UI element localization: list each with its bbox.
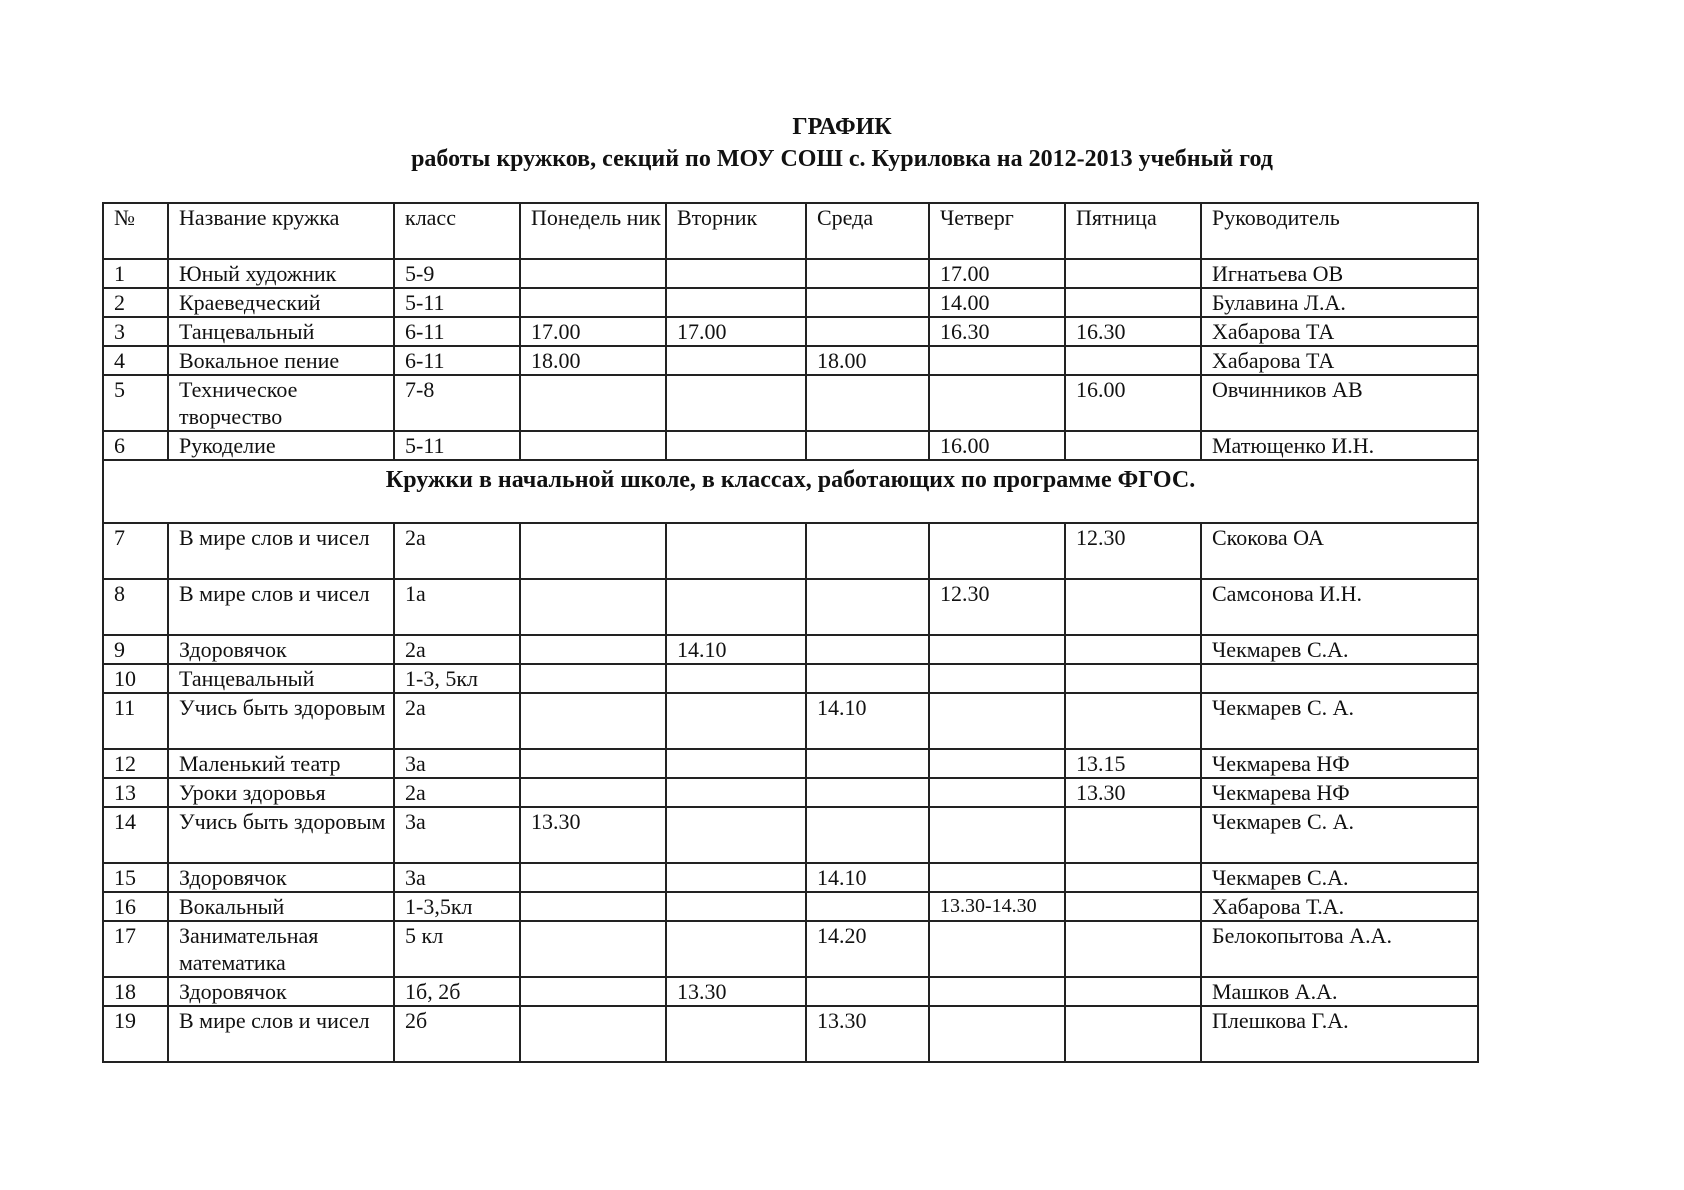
cell-thu bbox=[929, 664, 1065, 693]
cell-leader: Плешкова Г.А. bbox=[1201, 1006, 1478, 1062]
cell-thu: 13.30-14.30 bbox=[929, 892, 1065, 921]
table-section bbox=[103, 460, 1478, 523]
cell-leader: Чекмарев С. А. bbox=[1201, 807, 1478, 863]
cell-fri: 13.15 bbox=[1065, 749, 1201, 778]
cell-num: 8 bbox=[103, 579, 168, 635]
cell-name: В мире слов и чисел bbox=[168, 1006, 394, 1062]
cell-tue bbox=[666, 749, 806, 778]
cell-wed bbox=[806, 523, 929, 579]
cell-wed: 14.10 bbox=[806, 693, 929, 749]
cell-mon bbox=[520, 863, 666, 892]
cell-wed bbox=[806, 635, 929, 664]
cell-leader: Матющенко И.Н. bbox=[1201, 431, 1478, 460]
cell-name: Вокальный bbox=[168, 892, 394, 921]
cell-tue bbox=[666, 523, 806, 579]
cell-leader: Машков А.А. bbox=[1201, 977, 1478, 1006]
cell-name: Краеведческий bbox=[168, 288, 394, 317]
cell-name: Техническое творчество bbox=[168, 375, 394, 431]
cell-mon bbox=[520, 892, 666, 921]
cell-mon bbox=[520, 778, 666, 807]
cell-tue: 17.00 bbox=[666, 317, 806, 346]
cell-wed bbox=[806, 288, 929, 317]
cell-grade: 3а bbox=[394, 807, 520, 863]
table-body-main bbox=[103, 259, 1478, 460]
cell-wed bbox=[806, 375, 929, 431]
cell-grade: 1а bbox=[394, 579, 520, 635]
cell-num: 12 bbox=[103, 749, 168, 778]
header-grade: класс bbox=[394, 203, 520, 259]
cell-grade: 6-11 bbox=[394, 317, 520, 346]
cell-fri bbox=[1065, 635, 1201, 664]
cell-mon bbox=[520, 259, 666, 288]
cell-grade: 3а bbox=[394, 749, 520, 778]
cell-fri bbox=[1065, 664, 1201, 693]
cell-thu bbox=[929, 693, 1065, 749]
cell-fri bbox=[1065, 921, 1201, 977]
cell-mon bbox=[520, 749, 666, 778]
cell-num: 19 bbox=[103, 1006, 168, 1062]
cell-leader: Чекмарева НФ bbox=[1201, 778, 1478, 807]
table-row bbox=[103, 346, 1478, 375]
cell-wed bbox=[806, 778, 929, 807]
cell-fri: 16.00 bbox=[1065, 375, 1201, 431]
cell-grade: 5-9 bbox=[394, 259, 520, 288]
cell-mon bbox=[520, 523, 666, 579]
cell-fri bbox=[1065, 863, 1201, 892]
table-row bbox=[103, 664, 1478, 693]
cell-grade: 2а bbox=[394, 778, 520, 807]
cell-thu bbox=[929, 749, 1065, 778]
cell-fri bbox=[1065, 977, 1201, 1006]
document-title: ГРАФИК bbox=[792, 114, 892, 140]
cell-fri bbox=[1065, 579, 1201, 635]
section-heading: Кружки в начальной школе, в классах, работающих по программе ФГОС. bbox=[103, 460, 1478, 523]
cell-fri: 12.30 bbox=[1065, 523, 1201, 579]
cell-num: 17 bbox=[103, 921, 168, 977]
cell-mon bbox=[520, 579, 666, 635]
cell-name: Маленький театр bbox=[168, 749, 394, 778]
cell-thu bbox=[929, 523, 1065, 579]
cell-tue bbox=[666, 892, 806, 921]
cell-num: 18 bbox=[103, 977, 168, 1006]
cell-mon bbox=[520, 375, 666, 431]
table-row bbox=[103, 778, 1478, 807]
header-num: № bbox=[103, 203, 168, 259]
cell-thu bbox=[929, 635, 1065, 664]
cell-grade: 7-8 bbox=[394, 375, 520, 431]
cell-thu bbox=[929, 375, 1065, 431]
cell-fri bbox=[1065, 1006, 1201, 1062]
cell-tue bbox=[666, 288, 806, 317]
cell-name: Танцевальный bbox=[168, 664, 394, 693]
cell-thu bbox=[929, 778, 1065, 807]
cell-num: 4 bbox=[103, 346, 168, 375]
header-thursday: Четверг bbox=[929, 203, 1065, 259]
cell-fri bbox=[1065, 892, 1201, 921]
cell-thu bbox=[929, 346, 1065, 375]
cell-mon: 17.00 bbox=[520, 317, 666, 346]
header-name: Название кружка bbox=[168, 203, 394, 259]
cell-name: Учись быть здоровым bbox=[168, 693, 394, 749]
cell-name: Здоровячок bbox=[168, 977, 394, 1006]
table-header-row bbox=[103, 203, 1478, 259]
cell-thu: 16.00 bbox=[929, 431, 1065, 460]
cell-grade: 2а bbox=[394, 523, 520, 579]
cell-tue bbox=[666, 778, 806, 807]
cell-grade: 5-11 bbox=[394, 288, 520, 317]
cell-num: 16 bbox=[103, 892, 168, 921]
cell-mon bbox=[520, 921, 666, 977]
cell-wed: 18.00 bbox=[806, 346, 929, 375]
cell-leader: Хабарова Т.А. bbox=[1201, 892, 1478, 921]
cell-fri bbox=[1065, 807, 1201, 863]
cell-mon bbox=[520, 431, 666, 460]
cell-wed bbox=[806, 892, 929, 921]
cell-num: 7 bbox=[103, 523, 168, 579]
schedule-table bbox=[102, 202, 1479, 1063]
cell-leader: Белокопытова А.А. bbox=[1201, 921, 1478, 977]
cell-name: Здоровячок bbox=[168, 635, 394, 664]
cell-name: Уроки здоровья bbox=[168, 778, 394, 807]
cell-leader: Хабарова ТА bbox=[1201, 346, 1478, 375]
cell-grade: 5 кл bbox=[394, 921, 520, 977]
table-body-primary bbox=[103, 523, 1478, 1062]
cell-thu bbox=[929, 977, 1065, 1006]
cell-wed bbox=[806, 579, 929, 635]
cell-name: Учись быть здоровым bbox=[168, 807, 394, 863]
cell-thu bbox=[929, 921, 1065, 977]
cell-num: 15 bbox=[103, 863, 168, 892]
cell-num: 14 bbox=[103, 807, 168, 863]
document-subtitle: работы кружков, секций по МОУ СОШ с. Куриловка на 2012-2013 учебный год bbox=[411, 146, 1273, 172]
cell-num: 11 bbox=[103, 693, 168, 749]
cell-num: 13 bbox=[103, 778, 168, 807]
table-row bbox=[103, 523, 1478, 579]
cell-tue bbox=[666, 693, 806, 749]
header-friday: Пятница bbox=[1065, 203, 1201, 259]
cell-thu bbox=[929, 807, 1065, 863]
cell-grade: 2б bbox=[394, 1006, 520, 1062]
cell-name: Юный художник bbox=[168, 259, 394, 288]
cell-num: 3 bbox=[103, 317, 168, 346]
table-row bbox=[103, 863, 1478, 892]
cell-grade: 1-3, 5кл bbox=[394, 664, 520, 693]
section-heading-row bbox=[103, 460, 1478, 523]
cell-mon bbox=[520, 693, 666, 749]
table-row bbox=[103, 288, 1478, 317]
cell-mon bbox=[520, 1006, 666, 1062]
cell-fri: 16.30 bbox=[1065, 317, 1201, 346]
cell-tue: 14.10 bbox=[666, 635, 806, 664]
cell-fri bbox=[1065, 346, 1201, 375]
cell-tue bbox=[666, 375, 806, 431]
cell-wed bbox=[806, 807, 929, 863]
cell-wed bbox=[806, 259, 929, 288]
cell-leader: Игнатьева ОВ bbox=[1201, 259, 1478, 288]
cell-fri bbox=[1065, 693, 1201, 749]
cell-leader: Овчинников АВ bbox=[1201, 375, 1478, 431]
table-row bbox=[103, 693, 1478, 749]
header-monday: Понедель ник bbox=[520, 203, 666, 259]
cell-grade: 6-11 bbox=[394, 346, 520, 375]
cell-wed bbox=[806, 431, 929, 460]
cell-num: 6 bbox=[103, 431, 168, 460]
cell-tue bbox=[666, 863, 806, 892]
cell-wed bbox=[806, 317, 929, 346]
cell-tue bbox=[666, 259, 806, 288]
header-wednesday: Среда bbox=[806, 203, 929, 259]
table-row bbox=[103, 1006, 1478, 1062]
cell-leader: Чекмарев С.А. bbox=[1201, 635, 1478, 664]
cell-grade: 1-3,5кл bbox=[394, 892, 520, 921]
cell-num: 9 bbox=[103, 635, 168, 664]
cell-leader: Чекмарева НФ bbox=[1201, 749, 1478, 778]
cell-wed bbox=[806, 749, 929, 778]
cell-grade: 3а bbox=[394, 863, 520, 892]
cell-leader: Чекмарев С. А. bbox=[1201, 693, 1478, 749]
cell-thu bbox=[929, 1006, 1065, 1062]
cell-mon: 13.30 bbox=[520, 807, 666, 863]
cell-grade: 5-11 bbox=[394, 431, 520, 460]
cell-fri bbox=[1065, 288, 1201, 317]
cell-grade: 2а bbox=[394, 635, 520, 664]
cell-name: Вокальное пение bbox=[168, 346, 394, 375]
cell-num: 1 bbox=[103, 259, 168, 288]
cell-thu: 14.00 bbox=[929, 288, 1065, 317]
table-row bbox=[103, 317, 1478, 346]
table-row bbox=[103, 635, 1478, 664]
cell-thu: 12.30 bbox=[929, 579, 1065, 635]
cell-mon: 18.00 bbox=[520, 346, 666, 375]
cell-leader: Чекмарев С.А. bbox=[1201, 863, 1478, 892]
table-row bbox=[103, 375, 1478, 431]
table-row bbox=[103, 892, 1478, 921]
header-tuesday: Вторник bbox=[666, 203, 806, 259]
cell-wed bbox=[806, 664, 929, 693]
cell-tue bbox=[666, 807, 806, 863]
cell-leader bbox=[1201, 664, 1478, 693]
cell-name: Рукоделие bbox=[168, 431, 394, 460]
table-row bbox=[103, 431, 1478, 460]
cell-mon bbox=[520, 635, 666, 664]
cell-thu: 16.30 bbox=[929, 317, 1065, 346]
cell-mon bbox=[520, 288, 666, 317]
cell-tue bbox=[666, 431, 806, 460]
cell-num: 5 bbox=[103, 375, 168, 431]
table-row bbox=[103, 921, 1478, 977]
cell-leader: Хабарова ТА bbox=[1201, 317, 1478, 346]
cell-wed: 14.10 bbox=[806, 863, 929, 892]
cell-tue bbox=[666, 921, 806, 977]
cell-grade: 2а bbox=[394, 693, 520, 749]
cell-name: Занимательная математика bbox=[168, 921, 394, 977]
cell-grade: 1б, 2б bbox=[394, 977, 520, 1006]
table-row bbox=[103, 749, 1478, 778]
cell-fri bbox=[1065, 431, 1201, 460]
cell-mon bbox=[520, 977, 666, 1006]
cell-name: В мире слов и чисел bbox=[168, 579, 394, 635]
cell-name: В мире слов и чисел bbox=[168, 523, 394, 579]
cell-wed: 13.30 bbox=[806, 1006, 929, 1062]
table-row bbox=[103, 807, 1478, 863]
cell-name: Танцевальный bbox=[168, 317, 394, 346]
table-row bbox=[103, 259, 1478, 288]
cell-leader: Булавина Л.А. bbox=[1201, 288, 1478, 317]
table-row bbox=[103, 579, 1478, 635]
cell-num: 10 bbox=[103, 664, 168, 693]
cell-fri bbox=[1065, 259, 1201, 288]
cell-leader: Скокова ОА bbox=[1201, 523, 1478, 579]
cell-tue: 13.30 bbox=[666, 977, 806, 1006]
cell-tue bbox=[666, 579, 806, 635]
cell-thu bbox=[929, 863, 1065, 892]
cell-wed: 14.20 bbox=[806, 921, 929, 977]
cell-tue bbox=[666, 346, 806, 375]
cell-tue bbox=[666, 1006, 806, 1062]
cell-name: Здоровячок bbox=[168, 863, 394, 892]
cell-wed bbox=[806, 977, 929, 1006]
table-row bbox=[103, 977, 1478, 1006]
cell-thu: 17.00 bbox=[929, 259, 1065, 288]
cell-tue bbox=[666, 664, 806, 693]
header-leader: Руководитель bbox=[1201, 203, 1478, 259]
cell-leader: Самсонова И.Н. bbox=[1201, 579, 1478, 635]
cell-fri: 13.30 bbox=[1065, 778, 1201, 807]
cell-num: 2 bbox=[103, 288, 168, 317]
cell-mon bbox=[520, 664, 666, 693]
